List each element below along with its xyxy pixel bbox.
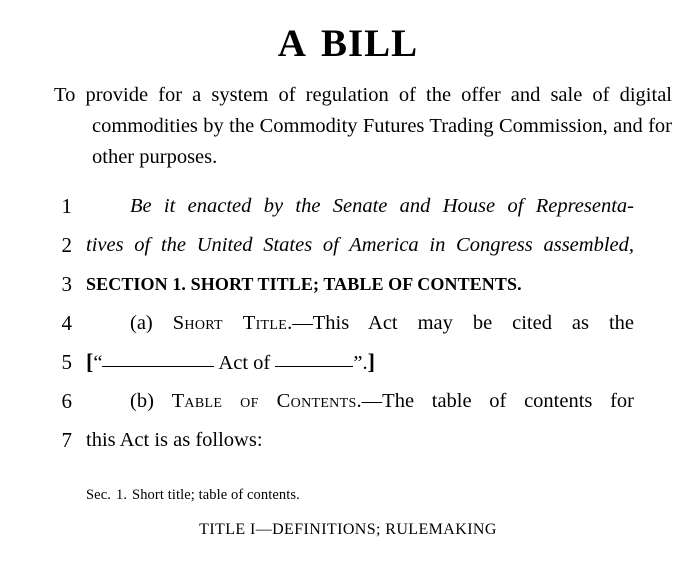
subsection-heading: Table of Contents <box>171 390 357 412</box>
line-content <box>86 308 634 338</box>
line-number: 7 <box>61 428 72 452</box>
bill-body <box>0 191 696 464</box>
subsection-designator: (b) <box>130 390 154 412</box>
line-number: 2 <box>61 233 72 257</box>
subsection-designator: (a) <box>130 312 153 334</box>
page-title <box>0 24 696 63</box>
toc-entry-number: 1. <box>115 487 128 503</box>
bill-line <box>0 269 696 308</box>
toc-entry <box>86 485 300 505</box>
bill-line <box>0 230 696 269</box>
line-content <box>86 191 634 221</box>
line-number: 1 <box>61 194 72 218</box>
title-word-bill: BILL <box>320 22 419 65</box>
line-content <box>86 386 634 416</box>
bill-line <box>0 425 696 464</box>
toc-entry-title: Short title; table of contents. <box>132 487 300 503</box>
close-quote: ” <box>353 352 363 374</box>
em-dash: .— <box>287 312 313 334</box>
line-content <box>86 269 634 299</box>
section-heading: SECTION 1. SHORT TITLE; TABLE OF CONTENTS. <box>86 274 522 294</box>
bill-line <box>0 191 696 230</box>
toc-entry-sec: Sec. <box>86 487 111 503</box>
line-number: 3 <box>61 272 72 296</box>
enacting-clause-text: Be it enacted by the Senate and House of Representa- <box>130 195 634 217</box>
enacting-clause-text: tives of the United States of America in Congress assembled, <box>86 234 634 256</box>
bill-line <box>0 347 696 386</box>
bill-line <box>0 386 696 425</box>
long-title-paragraph <box>54 80 672 173</box>
short-title-name-blank[interactable] <box>102 352 214 367</box>
period: . <box>362 352 368 374</box>
close-bracket: ] <box>367 349 375 374</box>
toc-title-heading: TITLE I—DEFINITIONS; RULEMAKING <box>199 521 497 538</box>
line-number: 5 <box>61 350 72 374</box>
subsection-heading: Short Title <box>172 312 288 334</box>
plain-text: this Act is as follows: <box>86 429 263 451</box>
line-content <box>86 230 634 260</box>
long-title-text: To provide for a system of regulation of the offer and sale of digital commodities by the Commodity Futures Trading Commission, and for other purposes. <box>54 84 672 168</box>
open-quote: “ <box>93 352 103 374</box>
act-of-text: Act of <box>214 352 276 374</box>
line-content <box>86 425 634 455</box>
bill-line <box>0 308 696 347</box>
em-dash: .— <box>356 390 383 412</box>
subsection-text: The table of contents for <box>382 390 634 412</box>
open-bracket: [ <box>86 349 94 374</box>
line-content <box>86 347 634 378</box>
title-word-a: A <box>277 22 307 65</box>
line-number: 4 <box>61 311 72 335</box>
line-number: 6 <box>61 389 72 413</box>
subsection-text: This Act may be cited as the <box>312 312 634 334</box>
short-title-year-blank[interactable] <box>275 352 353 367</box>
